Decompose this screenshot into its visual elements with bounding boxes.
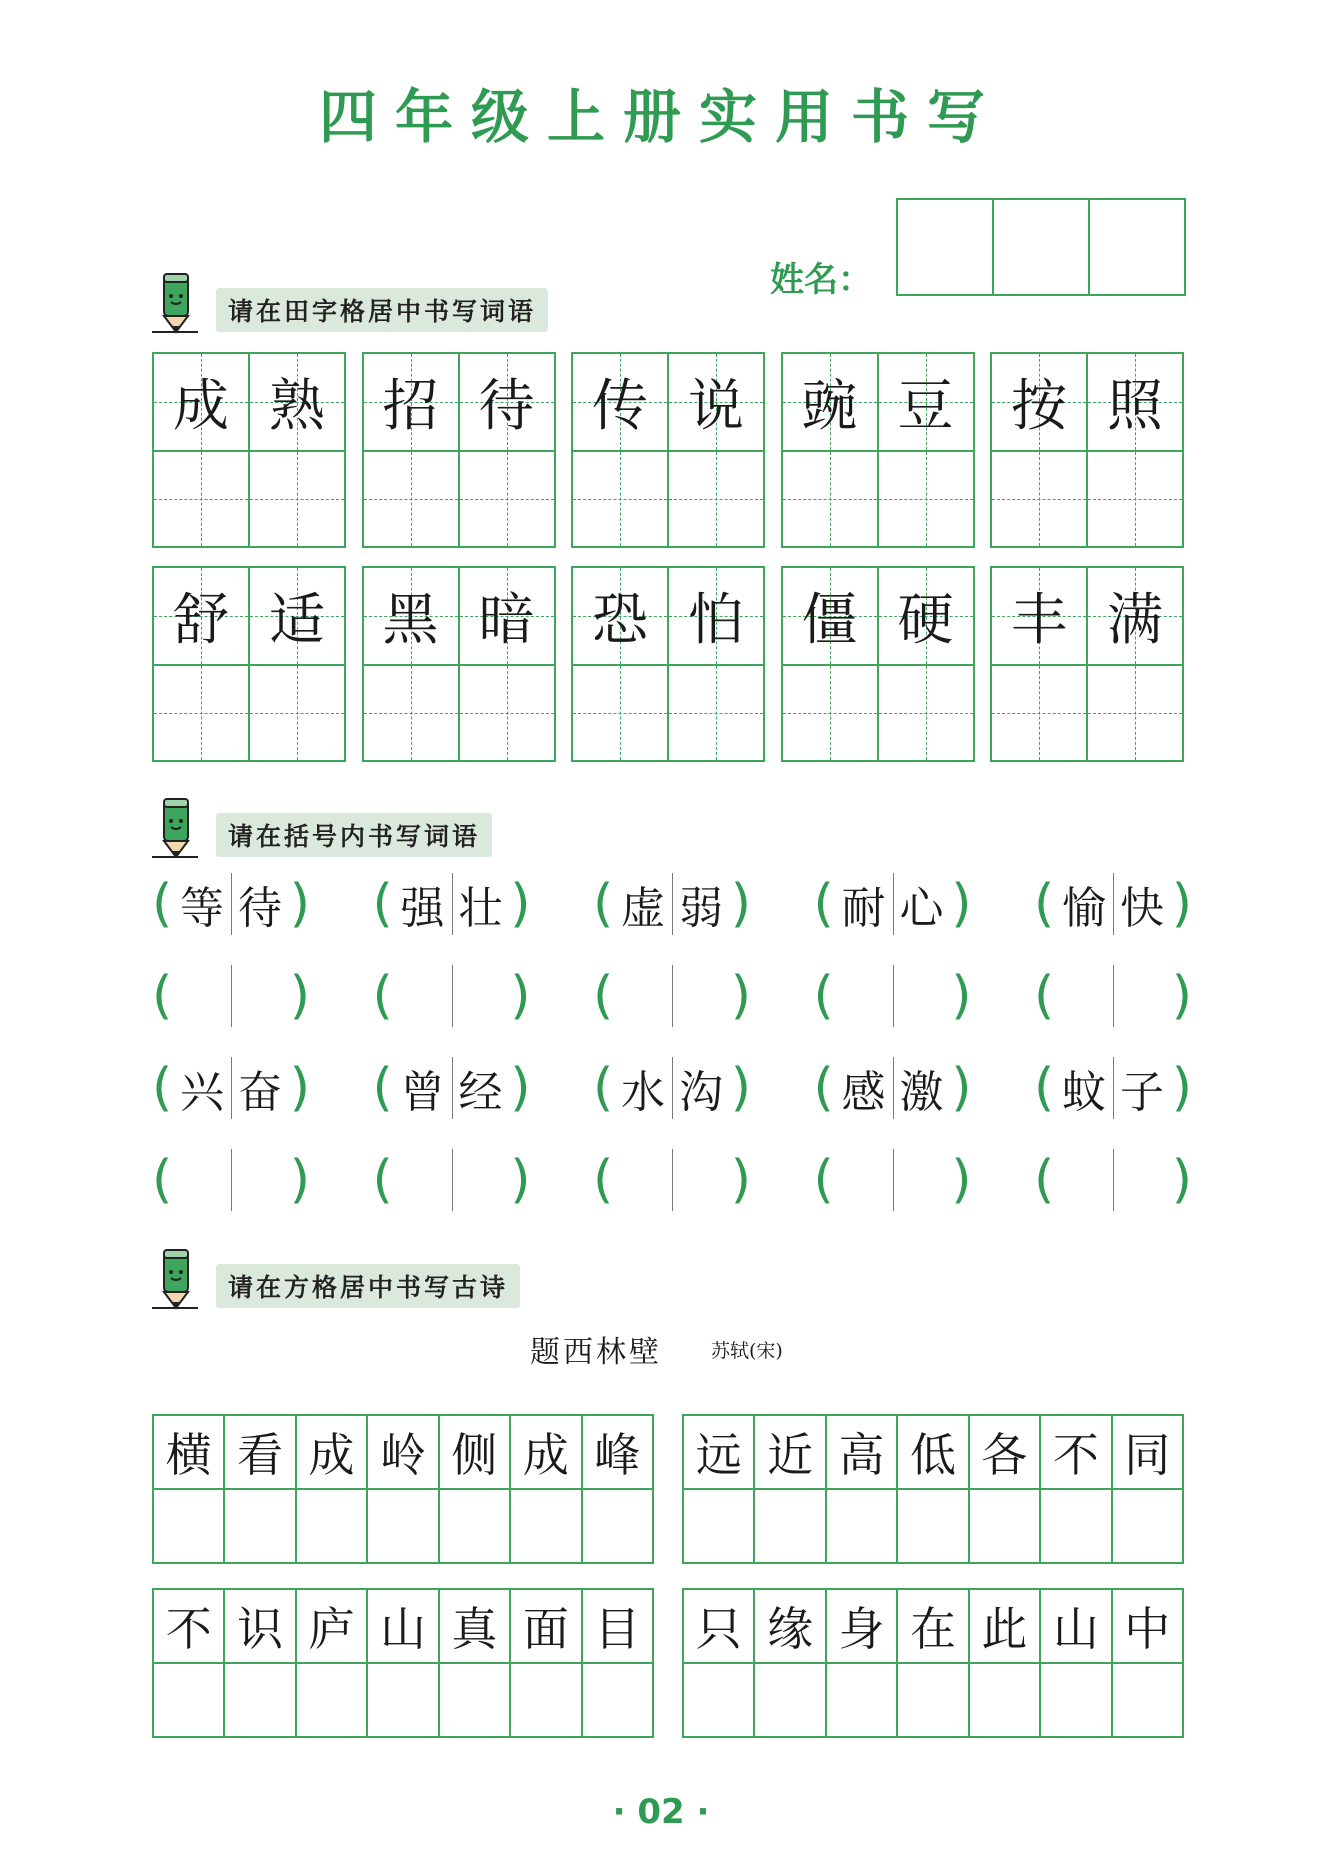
poem-practice-square[interactable] xyxy=(154,1662,223,1736)
model-character: 成 xyxy=(173,374,229,439)
poem-practice-square[interactable] xyxy=(225,1662,294,1736)
bracket-word: ( 等待 ) xyxy=(152,874,310,934)
practice-square[interactable] xyxy=(669,664,763,760)
bracket-word: ( 虚弱 ) xyxy=(593,874,751,934)
section-label: 请在括号内书写词语 xyxy=(216,813,492,857)
practice-square[interactable] xyxy=(573,664,667,760)
tian-row xyxy=(152,566,1184,762)
model-word: 蚊子 xyxy=(1062,1067,1178,1118)
poem-character: 真 xyxy=(451,1602,498,1656)
poem-practice-square[interactable] xyxy=(970,1662,1039,1736)
bracket-word: ( 曾经 ) xyxy=(372,1058,531,1118)
bracket-blank[interactable]: ( ) xyxy=(593,1150,751,1210)
word-box[interactable] xyxy=(990,566,1184,762)
practice-square[interactable] xyxy=(364,664,458,760)
poem-column xyxy=(438,1416,509,1562)
word-box[interactable] xyxy=(781,352,975,548)
poem-line xyxy=(152,1588,654,1738)
tian-cell xyxy=(248,354,344,546)
word-box[interactable] xyxy=(571,352,765,548)
poem-column xyxy=(581,1590,652,1736)
page-title: 四年级上册实用书写 xyxy=(318,83,1003,151)
poem-practice-square[interactable] xyxy=(898,1662,967,1736)
practice-square[interactable] xyxy=(250,664,344,760)
model-character: 待 xyxy=(478,374,535,439)
poem-column xyxy=(825,1590,896,1736)
poem-column xyxy=(366,1590,437,1736)
practice-square[interactable] xyxy=(783,664,877,760)
bracket-blank[interactable]: ( ) xyxy=(813,1150,972,1210)
poem-character: 横 xyxy=(165,1428,212,1482)
poem-practice-square[interactable] xyxy=(755,1488,824,1562)
model-character: 适 xyxy=(269,588,325,653)
word-box[interactable] xyxy=(571,566,765,762)
poem-line xyxy=(682,1414,1184,1564)
bracket-blank[interactable]: ( ) xyxy=(372,966,531,1026)
model-character: 黑 xyxy=(382,588,439,653)
poem-practice-square[interactable] xyxy=(440,1488,509,1562)
bracket-word: ( 感激 ) xyxy=(813,1058,972,1118)
poem-column xyxy=(295,1590,366,1736)
poem-practice-square[interactable] xyxy=(368,1488,437,1562)
poem-column xyxy=(154,1416,223,1562)
tian-row xyxy=(152,352,1184,548)
practice-square[interactable] xyxy=(783,450,877,546)
poem-character: 近 xyxy=(767,1428,814,1482)
practice-square[interactable] xyxy=(1088,450,1182,546)
poem-practice-square[interactable] xyxy=(1041,1488,1110,1562)
practice-square[interactable] xyxy=(364,450,458,546)
poem-practice-square[interactable] xyxy=(1113,1662,1182,1736)
poem-title: 题西林壁 xyxy=(530,1335,662,1370)
poem-practice-square[interactable] xyxy=(368,1662,437,1736)
poem-character: 面 xyxy=(522,1602,569,1656)
poem-character: 山 xyxy=(1052,1602,1099,1656)
poem-character: 中 xyxy=(1124,1602,1171,1656)
model-character: 舒 xyxy=(173,588,229,653)
model-word: 感激 xyxy=(841,1067,958,1118)
poem-practice-square[interactable] xyxy=(755,1662,824,1736)
bracket-blank[interactable]: ( ) xyxy=(813,966,972,1026)
word-box[interactable] xyxy=(990,352,1184,548)
poem-character: 缘 xyxy=(767,1602,814,1656)
poem-practice-square[interactable] xyxy=(297,1662,366,1736)
bracket-word: ( 兴奋 ) xyxy=(152,1058,310,1118)
poem-line xyxy=(152,1414,654,1564)
poem-column xyxy=(509,1590,580,1736)
model-character: 怕 xyxy=(688,588,744,653)
poem-column xyxy=(509,1416,580,1562)
poem-character: 低 xyxy=(909,1428,956,1482)
practice-square[interactable] xyxy=(154,664,248,760)
bracket-model-row xyxy=(152,1042,1192,1134)
model-word: 水沟 xyxy=(621,1067,737,1118)
poem-character: 岭 xyxy=(379,1428,426,1482)
pencil-icon xyxy=(152,795,198,859)
poem-column xyxy=(753,1590,824,1736)
poem-character: 识 xyxy=(237,1602,284,1656)
bracket-word: ( 强壮 ) xyxy=(372,874,531,934)
practice-square[interactable] xyxy=(460,664,554,760)
poem-practice-square[interactable] xyxy=(225,1488,294,1562)
model-word: 强壮 xyxy=(400,883,517,934)
poem-column xyxy=(968,1416,1039,1562)
poem-character: 侧 xyxy=(451,1428,498,1482)
model-character: 豆 xyxy=(897,374,954,439)
model-character: 丰 xyxy=(1011,588,1067,653)
poem-practice-square[interactable] xyxy=(970,1488,1039,1562)
practice-square[interactable] xyxy=(992,664,1086,760)
practice-square[interactable] xyxy=(460,450,554,546)
poem-practice-square[interactable] xyxy=(297,1488,366,1562)
poem-character: 目 xyxy=(594,1602,641,1656)
poem-practice-square[interactable] xyxy=(684,1662,753,1736)
poem-column xyxy=(684,1416,753,1562)
page-number: · 02 · xyxy=(612,1792,710,1832)
poem-column xyxy=(1111,1590,1182,1736)
model-character: 按 xyxy=(1011,374,1067,439)
poem-author: 苏轼(宋) xyxy=(711,1340,783,1362)
bracket-word-area xyxy=(152,858,1192,1226)
word-box[interactable] xyxy=(152,566,346,762)
model-word: 耐心 xyxy=(841,883,958,934)
practice-square[interactable] xyxy=(1088,664,1182,760)
poem-character: 身 xyxy=(838,1602,885,1656)
poem-column xyxy=(1039,1590,1110,1736)
bracket-word: ( 耐心 ) xyxy=(813,874,972,934)
poem-column xyxy=(1039,1416,1110,1562)
poem-grid xyxy=(152,1414,1184,1762)
model-character: 恐 xyxy=(592,588,648,653)
poem-row xyxy=(152,1588,1184,1738)
poem-character: 不 xyxy=(165,1602,212,1656)
poem-character: 各 xyxy=(981,1428,1028,1482)
poem-practice-square[interactable] xyxy=(154,1488,223,1562)
name-box[interactable] xyxy=(896,198,994,296)
model-character: 传 xyxy=(592,374,648,439)
bracket-practice-row xyxy=(152,1134,1192,1226)
poem-character: 山 xyxy=(379,1602,426,1656)
poem-column xyxy=(1111,1416,1182,1562)
word-box[interactable] xyxy=(362,352,556,548)
name-box[interactable] xyxy=(992,198,1090,296)
poem-column xyxy=(968,1590,1039,1736)
poem-practice-square[interactable] xyxy=(1041,1662,1110,1736)
model-word: 兴奋 xyxy=(180,1067,296,1118)
poem-character: 庐 xyxy=(308,1602,355,1656)
section-label: 请在方格居中书写古诗 xyxy=(216,1264,520,1308)
poem-column xyxy=(366,1416,437,1562)
model-character: 熟 xyxy=(269,374,325,439)
tian-word-grid xyxy=(152,352,1184,780)
poem-line xyxy=(682,1588,1184,1738)
bracket-blank[interactable]: ( ) xyxy=(1034,966,1192,1026)
poem-practice-square[interactable] xyxy=(1113,1488,1182,1562)
poem-column xyxy=(581,1416,652,1562)
tian-cell xyxy=(154,354,248,546)
practice-square[interactable] xyxy=(879,664,973,760)
poem-column xyxy=(684,1590,753,1736)
model-character: 招 xyxy=(382,374,439,439)
model-character: 僵 xyxy=(801,588,858,653)
bracket-blank[interactable]: ( ) xyxy=(372,1150,531,1210)
bracket-word: ( 愉快 ) xyxy=(1034,874,1192,934)
practice-square[interactable] xyxy=(573,450,667,546)
poem-practice-square[interactable] xyxy=(511,1662,580,1736)
poem-practice-square[interactable] xyxy=(827,1662,896,1736)
poem-character: 峰 xyxy=(594,1428,641,1482)
model-character: 照 xyxy=(1107,374,1163,439)
practice-square[interactable] xyxy=(992,450,1086,546)
bracket-word: ( 水沟 ) xyxy=(593,1058,751,1118)
model-character: 说 xyxy=(688,374,744,439)
name-input-boxes[interactable] xyxy=(898,198,1186,296)
word-box[interactable] xyxy=(781,566,975,762)
poem-column xyxy=(753,1416,824,1562)
poem-column xyxy=(438,1590,509,1736)
poem-character: 在 xyxy=(909,1602,956,1656)
bracket-word: ( 蚊子 ) xyxy=(1034,1058,1192,1118)
poem-character: 同 xyxy=(1124,1428,1171,1482)
model-character: 硬 xyxy=(897,588,954,653)
poem-practice-square[interactable] xyxy=(583,1488,652,1562)
practice-square[interactable] xyxy=(154,450,248,546)
poem-column xyxy=(223,1416,294,1562)
poem-row xyxy=(152,1414,1184,1564)
poem-column xyxy=(825,1416,896,1562)
poem-practice-square[interactable] xyxy=(827,1488,896,1562)
pencil-icon xyxy=(152,270,198,334)
model-word: 愉快 xyxy=(1062,883,1178,934)
word-box[interactable] xyxy=(362,566,556,762)
bracket-blank[interactable]: ( ) xyxy=(152,966,310,1026)
poem-practice-square[interactable] xyxy=(583,1662,652,1736)
model-word: 虚弱 xyxy=(621,883,737,934)
poem-practice-square[interactable] xyxy=(684,1488,753,1562)
poem-character: 高 xyxy=(838,1428,885,1482)
practice-square[interactable] xyxy=(669,450,763,546)
pencil-icon xyxy=(152,1246,198,1310)
model-character: 暗 xyxy=(478,588,535,653)
poem-character: 看 xyxy=(237,1428,284,1482)
poem-character: 只 xyxy=(695,1602,742,1656)
poem-practice-square[interactable] xyxy=(898,1488,967,1562)
poem-practice-square[interactable] xyxy=(511,1488,580,1562)
practice-square[interactable] xyxy=(879,450,973,546)
model-word: 等待 xyxy=(180,883,296,934)
model-character: 满 xyxy=(1107,588,1163,653)
poem-column xyxy=(223,1590,294,1736)
bracket-practice-row xyxy=(152,950,1192,1042)
model-word: 曾经 xyxy=(400,1067,517,1118)
section-label: 请在田字格居中书写词语 xyxy=(216,288,548,332)
poem-practice-square[interactable] xyxy=(440,1662,509,1736)
model-character: 豌 xyxy=(801,374,858,439)
poem-column xyxy=(295,1416,366,1562)
poem-character: 成 xyxy=(308,1428,355,1482)
poem-character: 成 xyxy=(522,1428,569,1482)
bracket-blank[interactable]: ( ) xyxy=(152,1150,310,1210)
bracket-blank[interactable]: ( ) xyxy=(593,966,751,1026)
name-box[interactable] xyxy=(1088,198,1186,296)
poem-column xyxy=(896,1590,967,1736)
bracket-blank[interactable]: ( ) xyxy=(1034,1150,1192,1210)
word-box[interactable] xyxy=(152,352,346,548)
poem-character: 不 xyxy=(1052,1428,1099,1482)
poem-character: 远 xyxy=(695,1428,742,1482)
bracket-model-row xyxy=(152,858,1192,950)
name-label: 姓名： xyxy=(770,260,872,300)
practice-square[interactable] xyxy=(250,450,344,546)
poem-column xyxy=(154,1590,223,1736)
poem-column xyxy=(896,1416,967,1562)
poem-character: 此 xyxy=(981,1602,1028,1656)
